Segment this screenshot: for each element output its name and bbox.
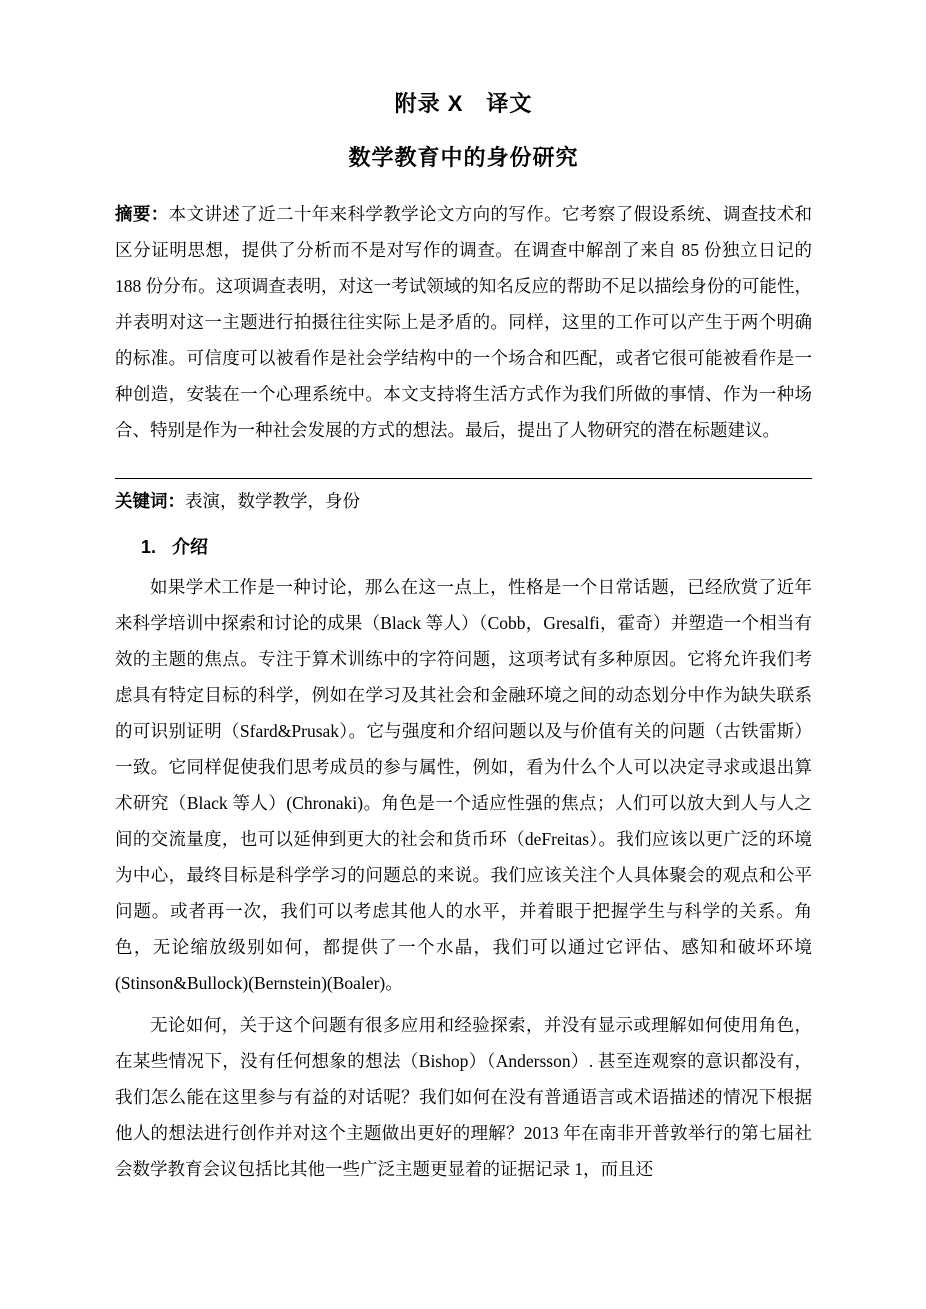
introduction-paragraph-1: 如果学术工作是一种讨论，那么在这一点上，性格是一个日常话题，已经欣赏了近年来科学培训中探索和讨论的成果（Black 等人）（Cobb，Gresalfi，霍奇）并塑造一个相当有效的主题的焦点。专注于算术训练中的字符问题，这项考试有多种原因。它将允许我们考虑具有特定目标的科学，例如在学习及其社会和金融环境之间的动态划分中作为缺失联系的可识别证明（Sfard&Prusak）。它与强度和介绍问题以及与价值有关的问题（古铁雷斯）一致。它同样促使我们思考成员的参与属性，例如，看为什么个人可以决定寻求或退出算术研究（Black 等人）(Chronaki)。角色是一个适应性强的焦点；人们可以放大到人与人之间的交流量度，也可以延伸到更大的社会和货币环（deFreitas）。我们应该以更广泛的环境为中心，最终目标是科学学习的问题总的来说。我们应该关注个人具体聚会的观点和公平问题。或者再一次，我们可以考虑其他人的水平，并着眼于把握学生与科学的关系。角色，无论缩放级别如何，都提供了一个水晶，我们可以通过它评估、感知和破坏环境(Stinson&Bullock)(Bernstein)(Boaler)。 xyxy=(115,577,812,993)
introduction-paragraph-2: 无论如何，关于这个问题有很多应用和经验探索，并没有显示或理解如何使用角色，在某些情况下，没有任何想象的想法（Bishop）（Andersson）. 甚至连观察的意识都没有，我们怎么能在这里参与有益的对话呢？我们如何在没有普通语言或术语描述的情况下根据他人的想法进行创作并对这个主题做出更好的理解？2013 年在南非开普敦举行的第七届社会数学教育会议包括比其他一些广泛主题更显着的证据记录 1，而且还 xyxy=(115,1015,812,1179)
abstract-paragraph xyxy=(115,196,812,448)
keywords-text: 表演，数学教学，身份 xyxy=(185,491,360,511)
abstract-text: 本文讲述了近二十年来科学教学论文方向的写作。它考察了假设系统、调查技术和区分证明思想，提供了分析而不是对写作的调查。在调查中解剖了来自 85 份独立日记的 188 份分布。这项调查表明，对这一考试领域的知名反应的帮助不足以描绘身份的可能性，并表明对这一主题进行拍摄往往实际上是矛盾的。同样，这里的工作可以产生于两个明确的标准。可信度可以被看作是社会学结构中的一个场合和匹配，或者它很可能被看作是一种创造，安装在一个心理系统中。本文支持将生活方式作为我们所做的事情、作为一种场合、特别是作为一种社会发展的方式的想法。最后，提出了人物研究的潜在标题建议。 xyxy=(115,204,813,440)
keywords-line xyxy=(115,483,812,519)
document-title: 数学教育中的身份研究 xyxy=(348,145,579,170)
keywords-label: 关键词： xyxy=(115,491,185,511)
abstract-label: 摘要： xyxy=(115,204,169,224)
section-title: 介绍 xyxy=(172,537,209,557)
keywords-separator-line xyxy=(115,478,812,479)
section-number: 1. xyxy=(141,537,157,557)
section-heading-introduction xyxy=(115,531,812,563)
appendix-title: 附录 X 译文 xyxy=(394,91,533,116)
